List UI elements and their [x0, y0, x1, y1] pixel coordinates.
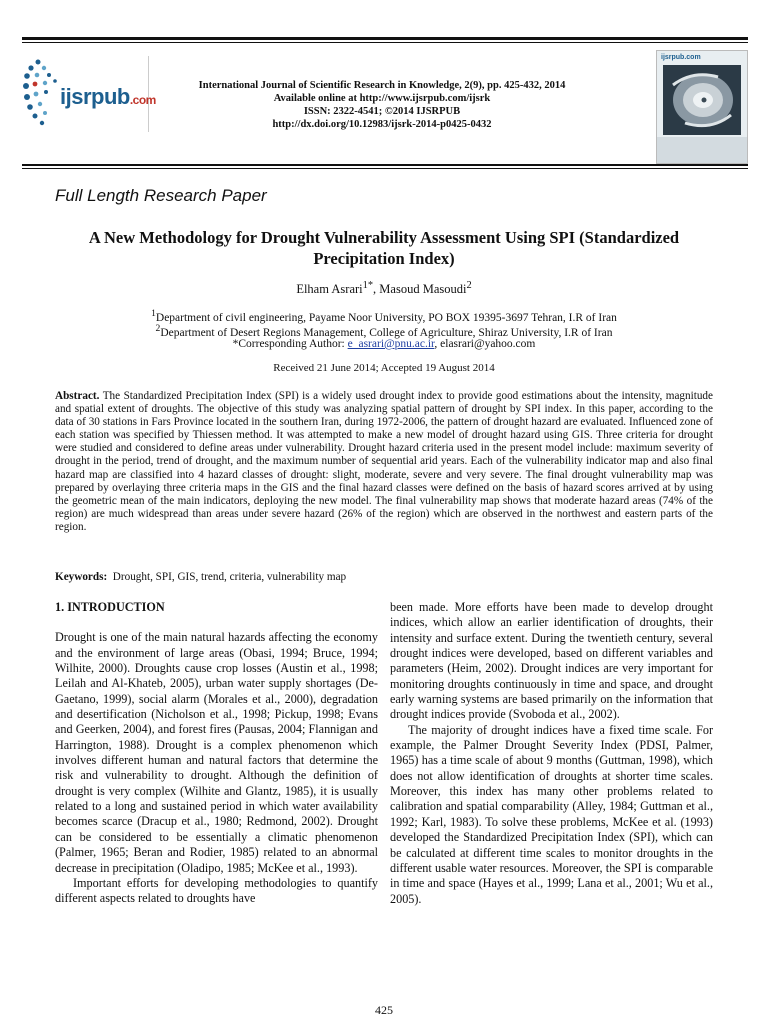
affiliation-1-sup: 1 — [151, 308, 156, 319]
keywords-label: Keywords: — [55, 571, 108, 583]
header-top-rule — [22, 37, 748, 40]
affiliation-2-text: Department of Desert Regions Management, College of Agriculture, Shiraz University, I.R of Iran — [160, 326, 613, 339]
journal-doi-link[interactable]: http://dx.doi.org/10.12983/ijsrk-2014-p0425-0432 — [272, 119, 492, 130]
corresponding-author — [60, 337, 708, 352]
header-top-rule-thin — [22, 42, 748, 43]
author-separator: , — [373, 282, 380, 297]
journal-citation: International Journal of Scientific Research in Knowledge, 2(9), pp. 425-432, 2014 — [198, 80, 566, 91]
corresponding-label: *Corresponding Author: — [232, 338, 345, 350]
paragraph: been made. More efforts have been made to develop drought indices, which allow an earlier identification of droughts, their intensity and surface extent. During the twentieth century, several drought indices were developed, based on different variables and parameters (Heim, 2002). Drought indices are very important for monitoring droughts continuously in time and space, and drought early warning systems are based primarily on the information that drought indices provide (Svoboda et al., 2002). — [390, 600, 713, 722]
corresponding-email-link[interactable]: e_asrari@pnu.ac.ir — [347, 338, 435, 350]
section-heading-introduction: 1. INTRODUCTION — [55, 600, 165, 614]
affiliation-2-sup: 2 — [155, 323, 161, 334]
header-bottom-rule-thin — [22, 168, 748, 169]
cover-footer — [657, 137, 747, 163]
paper-title: A New Methodology for Drought Vulnerability Assessment Using SPI (Standardized Precipitation Index) — [88, 228, 680, 268]
abstract-text: The Standardized Precipitation Index (SPI) is a widely used drought index to provide good estimations about the intensity, magnitude and spatial extent of droughts. The objective of this study was analyzing spatial pattern of drought by SPI index. In this paper, according to the data of 30 stations in Fars Province located in the southern Iran, during 1972-2006, the pattern of drought hazard are evaluated. Influenced zone of each station was specified by Thiessen method. It was attempted to make a new model of drought hazard using GIS. Three criteria for drought were studied and considered to define areas under vulnerability. Drought hazard criteria used in the present model include: maximum severity of drought in the period, trend of drought, and the maximum number of sequential arid years. Each of the vulnerability indicator map and also final hazard map are classified into 4 hazard classes of drought: slight, moderate, severe and very severe. The final drought vulnerability map was prepared by overlaying three criteria maps in the GIS and the final hazard classes were defined on the basis of hazard scores arrived at by using the geometric mean of the main indicators, deploying the new model. The final vulnerability map shows that moderate hazard areas (74% of the region) are much widespread than areas under severe hazard (26% of the region) which are observed in the northwest and eastern parts of the region. — [55, 390, 713, 533]
body-column-right — [390, 600, 713, 907]
cover-brand: ijsrpub.com — [661, 54, 701, 61]
header-bottom-rule — [22, 164, 748, 166]
abstract-label: Abstract. — [55, 390, 100, 402]
journal-info — [170, 79, 594, 131]
paragraph: Important efforts for developing methodologies to quantify different aspects related to droughts have — [55, 875, 378, 906]
paragraph: The majority of drought indices have a fixed time scale. For example, the Palmer Drought Severity Index (PDSI, Palmer, 1965) has a time scale of about 9 months (Guttman, 1998), which does not allow identification of droughts at shorter time scales. Moreover, this index has many other problems related to calibration and spatial comparability (Alley, 1984; Guttman et al., 1992; Karl, 1983). To solve these problems, McKee et al. (1993) developed the Standardized Precipitation Index (SPI), which can be calculated at different time scales to monitor droughts in the different usable water resources. Moreover, the SPI is comparable in time and space (Hayes et al., 1999; Lana et al., 2001; Wu et al., 2005). — [390, 722, 713, 906]
author-1: Elham Asrari — [296, 282, 363, 297]
journal-issn: ISSN: 2322-4541; ©2014 IJSRPUB — [303, 106, 461, 117]
author-2-sup: 2 — [466, 280, 472, 291]
author-list — [100, 280, 668, 297]
corresponding-email-alt: , elasrari@yahoo.com — [434, 338, 536, 350]
logo-wordmark: ijsrpub.com — [60, 84, 156, 109]
paper-type-label: Full Length Research Paper — [55, 186, 267, 205]
affiliation-1-text: Department of civil engineering, Payame Noor University, PO BOX 19395-3697 Tehran, I.R of Iran — [155, 311, 617, 324]
journal-cover — [656, 50, 748, 164]
keywords-text: Drought, SPI, GIS, trend, criteria, vulnerability map — [112, 571, 347, 583]
author-2: Masoud Masoudi — [379, 282, 467, 297]
received-dates: Received 21 June 2014; Accepted 19 August 2014 — [273, 362, 495, 374]
author-1-sup: 1* — [362, 280, 374, 291]
keywords — [55, 571, 713, 583]
body-column-left — [55, 600, 378, 907]
page-number: 425 — [375, 1003, 393, 1017]
journal-online-link[interactable]: Available online at http://www.ijsrpub.com/ijsrk — [273, 93, 491, 104]
journal-logo[interactable] — [22, 56, 156, 132]
hurricane-image — [663, 65, 741, 135]
paragraph: Drought is one of the main natural hazards affecting the economy and the environment of large areas (Obasi, 1994; Bruce, 1994; Wilhite, 2000). Droughts cause crop losses (Austin et al., 1998; Leilah and Al-Khateb, 2005), urban water supply shortages (De-Gaetano, 1999), social alarm (Morales et al., 2000), degradation and desertification (Nicholson et al., 1998; Pickup, 1998; Evans and Geerken, 2004), and forest fires (Pausas, 2004; Flannigan and Harrington, 1988). Drought is a complex phenomenon which involves different human and natural factors that determine the risk and vulnerability to drought. Although the definition of drought is very complex (Wilhite and Glantz, 1985), it is usually related to a long and sustained period in which water availability becomes scarce (Dracup et al., 1980; Redmond, 2002). Drought can be considered to be essentially a climatic phenomenon (Palmer, 1965; Beran and Rodier, 1985) related to an abnormal decrease in precipitation (Oladipo, 1985; McKee et al., 1993). — [55, 630, 378, 875]
abstract — [55, 390, 713, 534]
